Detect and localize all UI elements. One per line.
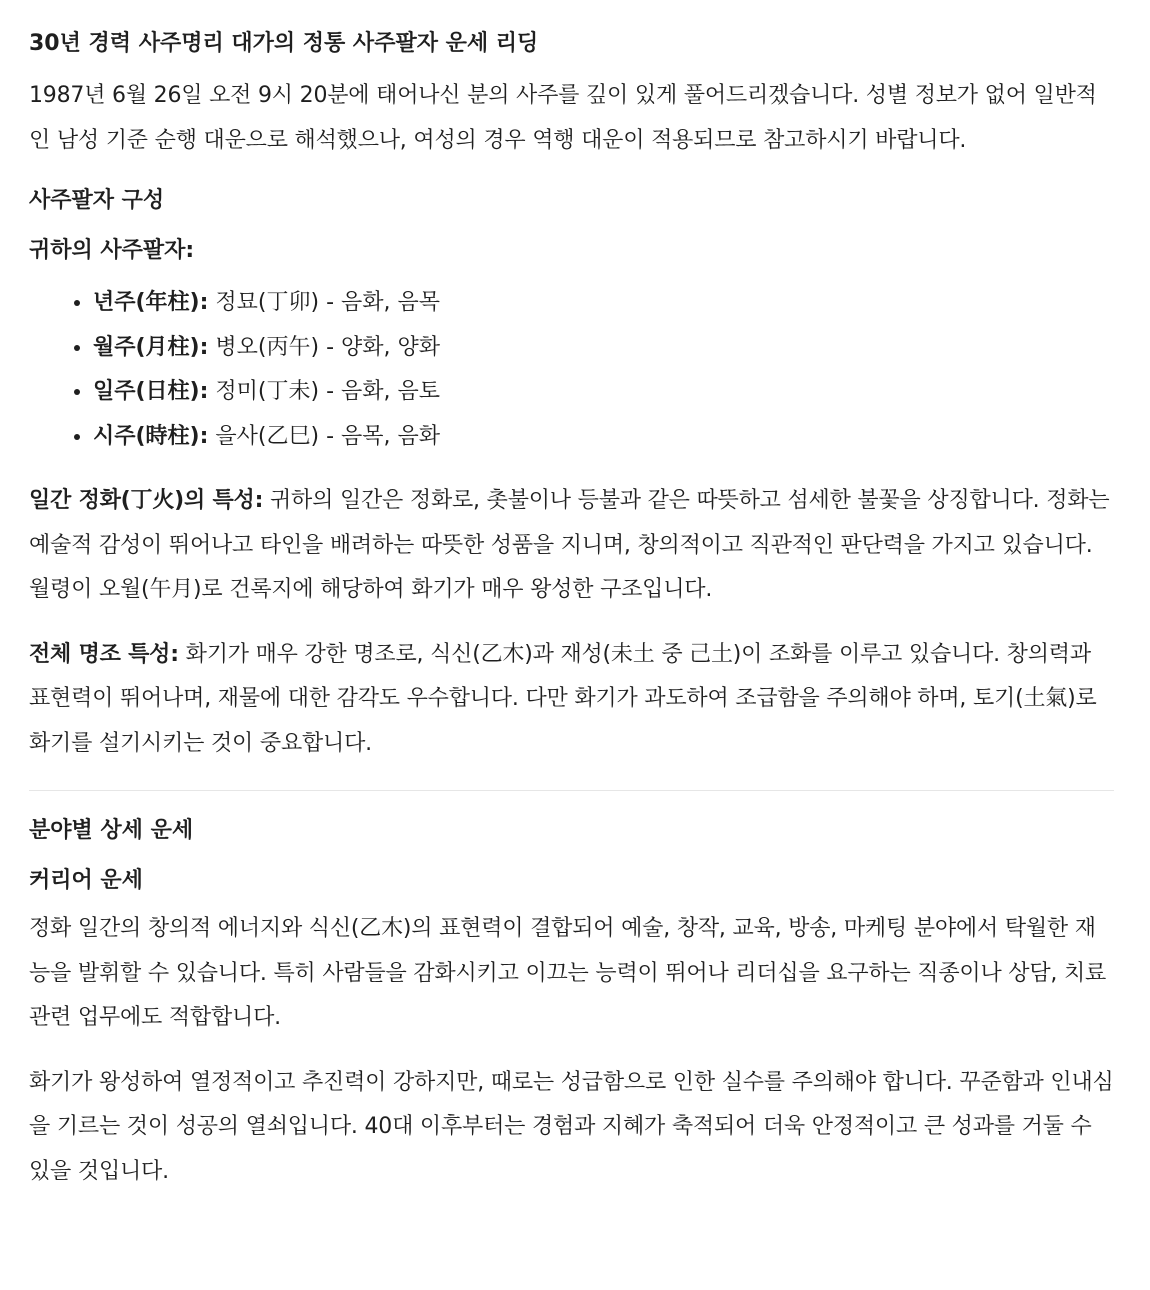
career-paragraph-1: 정화 일간의 창의적 에너지와 식신(乙木)의 표현력이 결합되어 예술, 창작, 교육, 방송, 마케팅 분야에서 탁월한 재능을 발휘할 수 있습니다. 특히 사람들을 감화시키고 이끄는 능력이 뛰어나 리더십을 요구하는 직종이나 상담, 치료 관련 업무에도 적합합니다.: [29, 916, 1107, 1030]
list-item-month-pillar: [93, 326, 1114, 371]
pillar-value: 정묘(丁卯) - 음화, 음목: [208, 290, 441, 315]
pillar-name: 월주(月柱):: [93, 334, 209, 360]
list-item-day-pillar: [93, 370, 1114, 415]
career-heading: 커리어 운세: [29, 868, 143, 893]
daymaster-text: 귀하의 일간은 정화로, 촛불이나 등불과 같은 따뜻하고 섬세한 불꽃을 상징합니다. 정화는 예술적 감성이 뛰어나고 타인을 배려하는 따뜻한 성품을 지니며, 창의적이고 직관적인 판단력을 가지고 있습니다. 월령이 오월(午月)로 건록지에 해당하여 화기가 매우 왕성한 구조입니다.: [29, 488, 1110, 602]
daymaster-paragraph: [29, 479, 1114, 613]
daymaster-label: 일간 정화(丁火)의 특성:: [29, 488, 264, 513]
pillar-name: 년주(年柱):: [93, 290, 209, 315]
overall-text: 화기가 매우 강한 명조로, 식신(乙木)과 재성(未土 중 己土)이 조화를 이루고 있습니다. 창의력과 표현력이 뛰어나며, 재물에 대한 감각도 우수합니다. 다만 화기가 과도하여 조급함을 주의해야 하며, 토기(土氣)로 화기를 설기시키는 것이 중요합니다.: [29, 641, 1097, 756]
list-item-year-pillar: [93, 281, 1114, 326]
overall-paragraph: [29, 633, 1114, 767]
your-saju-label: 귀하의 사주팔자:: [29, 238, 195, 263]
document-title: 30년 경력 사주명리 대가의 정통 사주팔자 운세 리딩: [29, 31, 539, 56]
section-heading-detailed-fortune: 분야별 상세 운세: [29, 818, 194, 843]
pillar-value: 을사(乙巳) - 음목, 음화: [208, 423, 441, 449]
list-item-hour-pillar: [93, 415, 1114, 460]
pillar-name: 시주(時柱):: [93, 423, 209, 449]
intro-paragraph: 1987년 6월 26일 오전 9시 20분에 태어나신 분의 사주를 깊이 있게 풀어드리겠습니다. 성별 정보가 없어 일반적인 남성 기준 순행 대운으로 해석했으나, 여성의 경우 역행 대운이 적용되므로 참고하시기 바랍니다.: [29, 83, 1097, 153]
pillar-name: 일주(日柱):: [93, 379, 209, 404]
section-heading-saju-composition: 사주팔자 구성: [29, 188, 165, 213]
career-paragraph-2: 화기가 왕성하여 열정적이고 추진력이 강하지만, 때로는 성급함으로 인한 실수를 주의해야 합니다. 꾸준함과 인내심을 기르는 것이 성공의 열쇠입니다. 40대 이후부터는 경험과 지혜가 축적되어 더욱 안정적이고 큰 성과를 거둘 수 있을 것입니다.: [29, 1069, 1114, 1184]
section-divider: [29, 790, 1114, 791]
pillar-value: 병오(丙午) - 양화, 양화: [208, 334, 441, 360]
pillars-list: [29, 281, 1114, 459]
overall-label: 전체 명조 특성:: [29, 641, 179, 667]
pillar-value: 정미(丁未) - 음화, 음토: [208, 379, 441, 404]
